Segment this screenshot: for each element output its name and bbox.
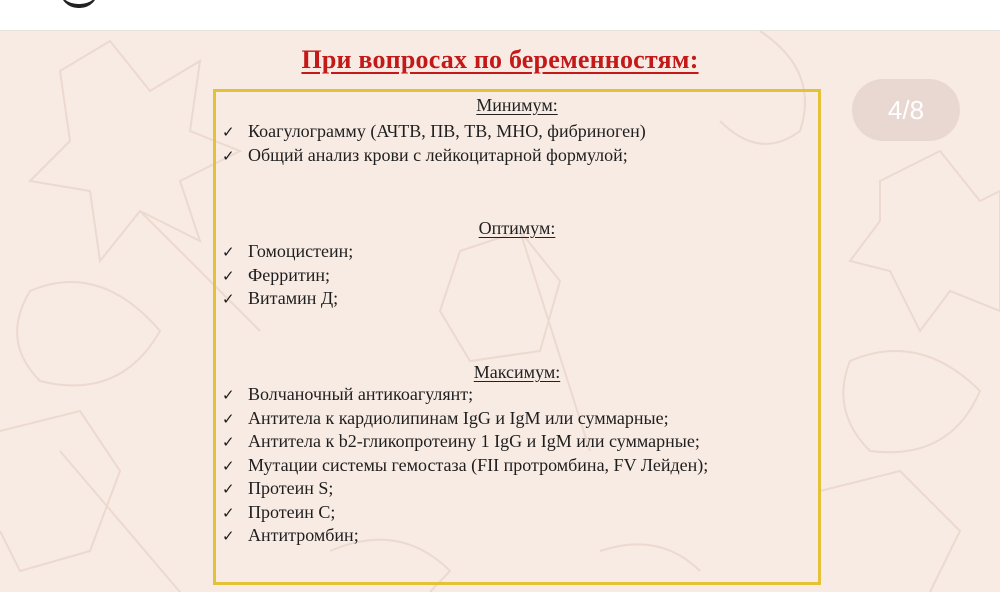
check-icon: ✓: [222, 146, 235, 165]
check-icon: ✓: [222, 433, 235, 451]
list-item: ✓ Антитела к b2-гликопротеину 1 IgG и IgM или суммарные;: [222, 430, 708, 454]
minimum-list: [222, 120, 646, 167]
list-item: ✓ Витамин Д;: [222, 287, 353, 311]
list-item: ✓ Волчаночный антикоагулянт;: [222, 383, 708, 407]
optimum-list: [222, 240, 353, 311]
list-item: ✓ Ферритин;: [222, 264, 353, 288]
partial-icon: [60, 0, 98, 8]
list-item: ✓ Протеин С;: [222, 501, 708, 525]
check-icon: ✓: [222, 456, 235, 475]
slide-counter: 4/8: [852, 79, 960, 141]
check-icon: ✓: [222, 123, 235, 141]
maximum-heading: Максимум:: [473, 362, 561, 382]
list-item: ✓ Мутации системы гемостаза (FII протромбина, FV Лейден);: [222, 454, 708, 478]
optimum-heading: Оптимум:: [478, 218, 556, 238]
maximum-list: [222, 383, 708, 548]
list-item: ✓ Общий анализ крови с лейкоцитарной формулой;: [222, 144, 646, 168]
check-icon: ✓: [222, 243, 235, 261]
check-icon: ✓: [222, 409, 235, 428]
check-icon: ✓: [222, 503, 235, 522]
list-item: ✓ Коагулограмму (АЧТВ, ПВ, ТВ, МНО, фибриноген): [222, 120, 646, 144]
check-icon: ✓: [222, 386, 235, 404]
minimum-heading: Минимум:: [476, 95, 558, 115]
list-item: ✓ Протеин S;: [222, 477, 708, 501]
list-item: ✓ Антитромбин;: [222, 524, 708, 548]
check-icon: ✓: [222, 290, 235, 308]
check-icon: ✓: [222, 480, 235, 498]
top-bar: [0, 0, 1000, 31]
list-item: ✓ Гомоцистеин;: [222, 240, 353, 264]
slide-title: При вопросах по беременностям:: [301, 45, 699, 74]
check-icon: ✓: [222, 266, 235, 285]
list-item: ✓ Антитела к кардиолипинам IgG и IgM или суммарные;: [222, 407, 708, 431]
slide-image: [0, 31, 1000, 592]
check-icon: ✓: [222, 527, 235, 545]
